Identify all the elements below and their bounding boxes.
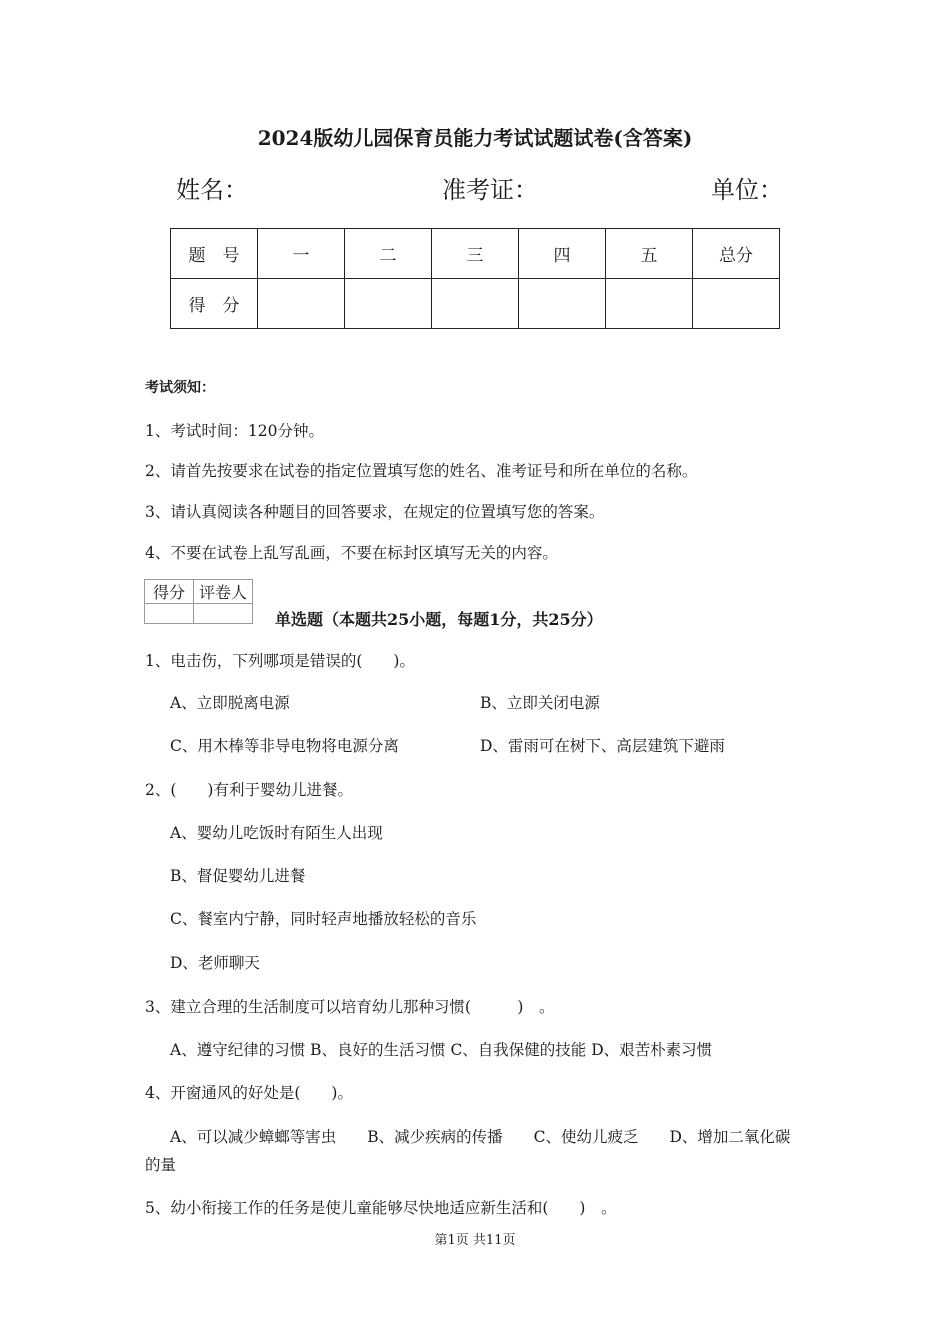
- score-table-header-row: [171, 229, 780, 279]
- notice-item: 3、请认真阅读各种题目的回答要求，在规定的位置填写您的答案。: [145, 503, 605, 521]
- option-c: C、用木棒等非导电物将电源分离: [170, 737, 399, 755]
- score-table: [170, 228, 780, 329]
- grader-name-cell: [194, 604, 253, 624]
- score-header-cell: 四: [519, 229, 606, 279]
- question-stem: 5、幼小衔接工作的任务是使儿童能够尽快地适应新生活和( ) 。: [145, 1199, 617, 1217]
- question-stem: 3、建立合理的生活制度可以培育幼儿那种习惯( ) 。: [145, 998, 555, 1016]
- question-options-continued: 的量: [145, 1156, 177, 1174]
- option-b: B、立即关闭电源: [480, 694, 600, 712]
- notice-item: 4、不要在试卷上乱写乱画，不要在标封区填写无关的内容。: [145, 544, 558, 562]
- score-row-label: 得 分: [171, 279, 258, 329]
- score-table-score-row: [171, 279, 780, 329]
- score-header-cell: 题 号: [171, 229, 258, 279]
- grader-name-label: 评卷人: [194, 580, 253, 604]
- option-d: D、老师聊天: [170, 954, 260, 972]
- score-cell: [345, 279, 432, 329]
- option-a: A、婴幼儿吃饭时有陌生人出现: [170, 824, 383, 842]
- notice-heading: 考试须知：: [145, 380, 215, 396]
- grader-score-label: 得分: [145, 580, 194, 604]
- ticket-label: 准考证：: [442, 176, 538, 204]
- score-header-cell: 二: [345, 229, 432, 279]
- score-cell: [606, 279, 693, 329]
- score-cell: [519, 279, 606, 329]
- question-stem: 2、( )有利于婴幼儿进餐。: [145, 781, 353, 799]
- notice-item: 2、请首先按要求在试卷的指定位置填写您的姓名、准考证号和所在单位的名称。: [145, 462, 698, 480]
- option-a: A、立即脱离电源: [170, 694, 290, 712]
- option-b: B、督促婴幼儿进餐: [170, 867, 306, 885]
- option-c: C、餐室内宁静，同时轻声地播放轻松的音乐: [170, 910, 477, 928]
- score-cell: [693, 279, 780, 329]
- score-header-cell: 一: [258, 229, 345, 279]
- page-title: 2024版幼儿园保育员能力考试试题试卷(含答案): [257, 126, 693, 150]
- name-label: 姓名：: [176, 176, 248, 204]
- score-header-cell: 三: [432, 229, 519, 279]
- question-options: A、可以减少蟑螂等害虫 B、减少疾病的传播 C、使幼儿疲乏 D、增加二氧化碳: [170, 1128, 791, 1146]
- score-header-cell: 总分: [693, 229, 780, 279]
- unit-label: 单位：: [711, 176, 783, 204]
- grader-box: [144, 579, 253, 624]
- notice-item: 1、考试时间：120分钟。: [145, 422, 324, 440]
- question-options: A、遵守纪律的习惯 B、良好的生活习惯 C、自我保健的技能 D、艰苦朴素习惯: [170, 1041, 713, 1059]
- section-title: 单选题（本题共25小题，每题1分，共25分）: [275, 610, 603, 629]
- option-d: D、雷雨可在树下、高层建筑下避雨: [480, 737, 725, 755]
- score-header-cell: 五: [606, 229, 693, 279]
- question-stem: 1、电击伤，下列哪项是错误的( )。: [145, 652, 415, 670]
- grader-score-cell: [145, 604, 194, 624]
- score-cell: [258, 279, 345, 329]
- score-cell: [432, 279, 519, 329]
- question-stem: 4、开窗通风的好处是( )。: [145, 1084, 353, 1102]
- page-number: 第1页 共11页: [434, 1233, 516, 1248]
